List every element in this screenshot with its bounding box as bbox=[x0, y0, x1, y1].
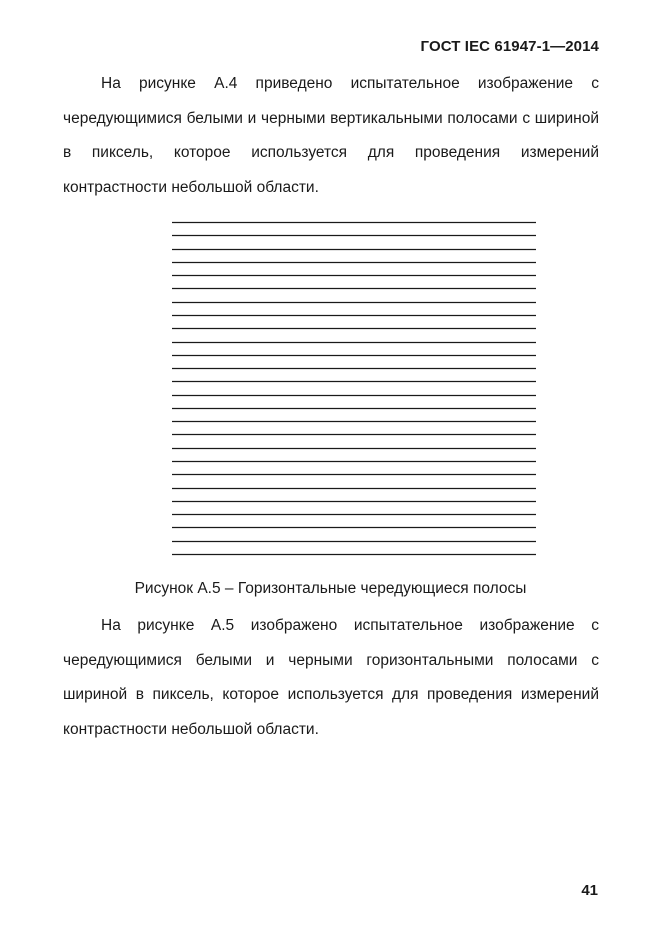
paragraph-text: На рисунке А.5 изображено испытательное изображение с чередующимися белыми и черными горизонтальными полосами с шириной в пиксель, которое используется для проведения измерений контрастности небольшой области. bbox=[63, 617, 599, 738]
document-header: ГОСТ IEC 61947-1—2014 bbox=[420, 38, 599, 55]
page-number: 41 bbox=[581, 882, 598, 899]
figure-caption: Рисунок А.5 – Горизонтальные чередующиеся полосы bbox=[134, 580, 527, 597]
paragraph-figure-a5-description bbox=[63, 609, 599, 747]
paragraph-figure-a4-description bbox=[63, 67, 599, 205]
paragraph-text: На рисунке А.4 приведено испытательное изображение с чередующимися белыми и черными вертикальными полосами с шириной в пиксель, которое используется для проведения измерений контрастности небольшой области. bbox=[63, 75, 599, 196]
stripe-pattern bbox=[172, 218, 536, 558]
figure-horizontal-stripes bbox=[172, 218, 536, 558]
